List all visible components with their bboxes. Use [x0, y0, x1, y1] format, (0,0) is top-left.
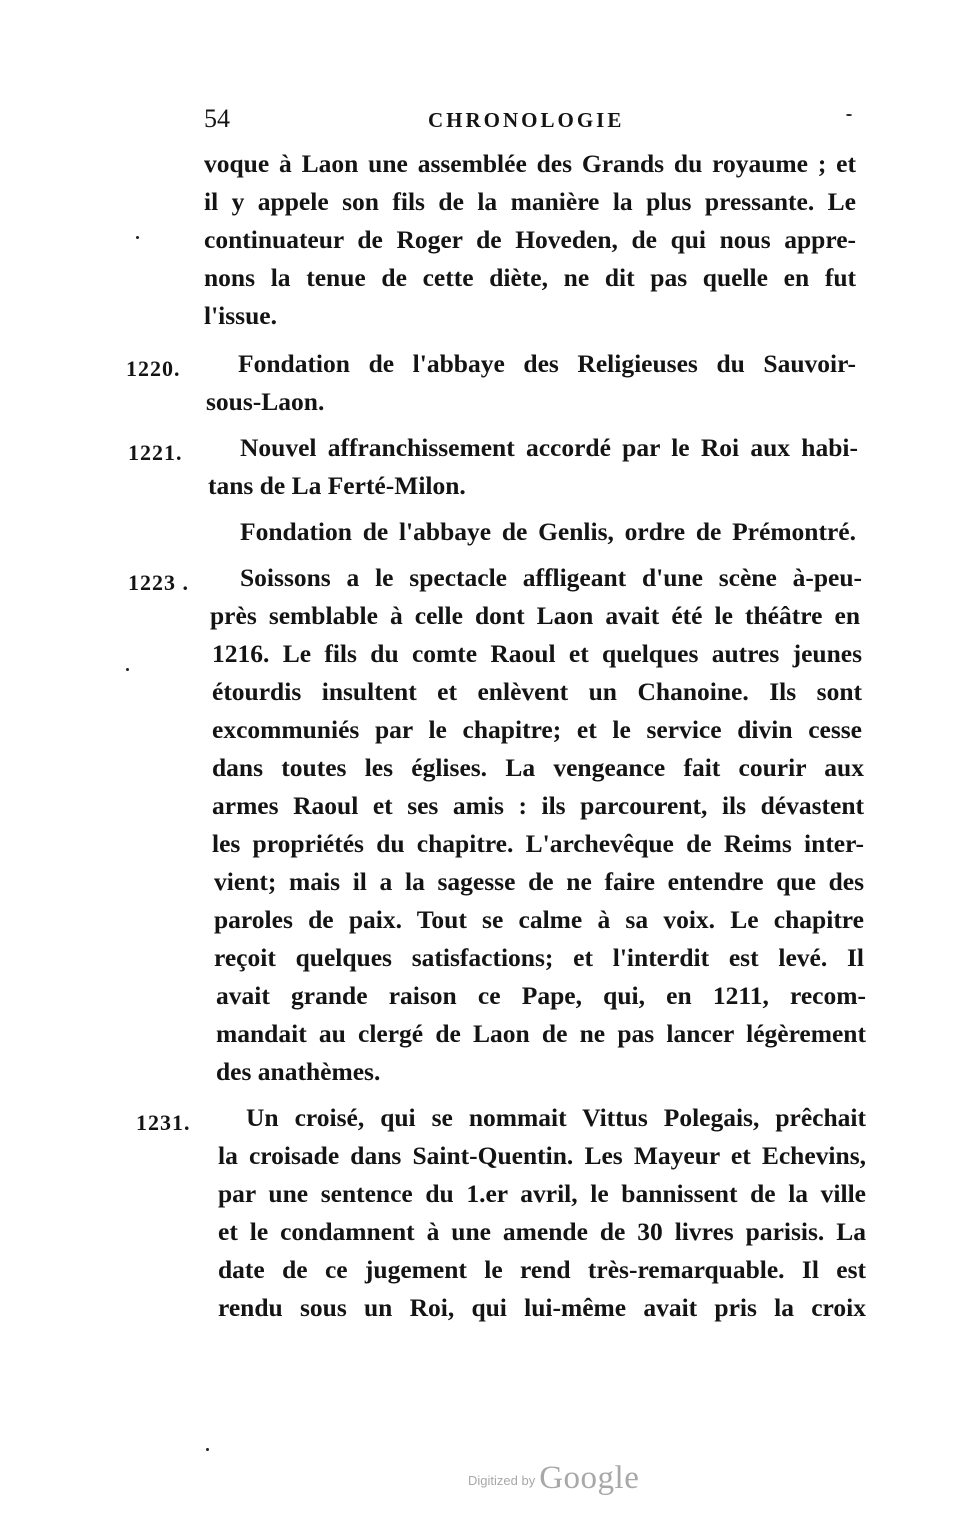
- text-line: Soissons a le spectacle affligeant d'une scène à-peu-: [240, 563, 862, 592]
- text-line: la croisade dans Saint-Quentin. Les Mayeur et Echevins,: [218, 1141, 866, 1170]
- digitized-by-google-watermark: [468, 1460, 668, 1500]
- year-label: 1221.: [128, 440, 183, 465]
- text-line: des anathèmes.: [216, 1057, 381, 1086]
- year-label: 1231.: [136, 1110, 191, 1135]
- text-line: il y appele son fils de la manière la plus pressante. Le: [204, 187, 856, 216]
- text-line: par une sentence du 1.er avril, le bannissent de la ville: [218, 1179, 866, 1208]
- text-line: et le condamnent à une amende de 30 livres parisis. La: [218, 1217, 866, 1246]
- scan-speck: [846, 114, 852, 116]
- year-label: 1223 .: [128, 570, 189, 595]
- scan-speck: [136, 236, 139, 239]
- text-line: vient; mais il a la sagesse de ne faire entendre que des: [214, 867, 864, 896]
- text-line: mandait au clergé de Laon de ne pas lancer légèrement: [216, 1019, 866, 1048]
- running-title: CHRONOLOGIE: [428, 108, 625, 132]
- text-line: Fondation de l'abbaye des Religieuses du Sauvoir-: [238, 349, 856, 378]
- text-line: rendu sous un Roi, qui lui-même avait pris la croix: [218, 1293, 866, 1322]
- text-line: les propriétés du chapitre. L'archevêque de Reims inter-: [212, 829, 864, 858]
- text-line: voque à Laon une assemblée des Grands du royaume ; et: [204, 149, 856, 178]
- year-label: 1220.: [126, 356, 181, 381]
- digitized-by-label: Digitized by: [468, 1473, 536, 1488]
- text-line: Nouvel affranchissement accordé par le Roi aux habi-: [240, 433, 858, 462]
- scan-speck: [206, 1448, 209, 1451]
- scan-speck: [126, 668, 129, 671]
- text-line: étourdis insultent et enlèvent un Chanoine. Ils sont: [212, 677, 862, 706]
- text-line: avait grande raison ce Pape, qui, en 1211, recom-: [216, 981, 866, 1010]
- text-line: excommuniés par le chapitre; et le service divin cesse: [212, 715, 862, 744]
- text-line: tans de La Ferté-Milon.: [208, 471, 466, 500]
- google-logo: Google: [539, 1460, 640, 1496]
- text-line: continuateur de Roger de Hoveden, de qui nous appre-: [204, 225, 856, 254]
- page-number: 54: [204, 104, 230, 133]
- text-line: Un croisé, qui se nommait Vittus Polegais, prêchait: [246, 1103, 866, 1132]
- text-line: nons la tenue de cette diète, ne dit pas quelle en fut: [204, 263, 856, 292]
- text-line: dans toutes les églises. La vengeance fait courir aux: [212, 753, 864, 782]
- text-line: près semblable à celle dont Laon avait été le théâtre en: [210, 601, 860, 630]
- text-line: armes Raoul et ses amis : ils parcourent, ils dévastent: [212, 791, 864, 820]
- text-line: reçoit quelques satisfactions; et l'interdit est levé. Il: [214, 943, 864, 972]
- text-line: Fondation de l'abbaye de Genlis, ordre de Prémontré.: [240, 517, 856, 546]
- page-header: [0, 104, 958, 144]
- text-line: 1216. Le fils du comte Raoul et quelques autres jeunes: [212, 639, 862, 668]
- text-line: l'issue.: [204, 301, 277, 330]
- text-line: sous-Laon.: [206, 387, 325, 416]
- text-line: paroles de paix. Tout se calme à sa voix. Le chapitre: [214, 905, 864, 934]
- text-line: date de ce jugement le rend très-remarquable. Il est: [218, 1255, 866, 1284]
